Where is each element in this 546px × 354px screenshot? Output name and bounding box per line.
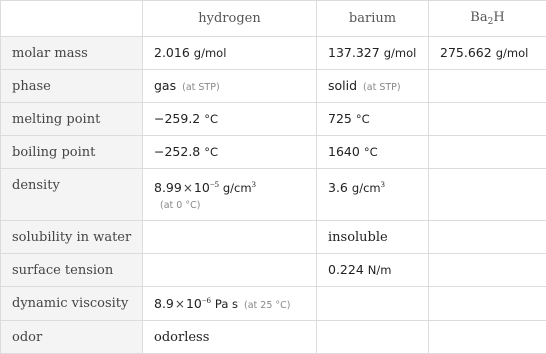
- cell-ba2h-viscosity: [429, 287, 546, 321]
- power-base: 10: [185, 295, 202, 311]
- column-header-hydrogen: hydrogen: [143, 1, 317, 37]
- value: 2.016: [154, 45, 190, 60]
- cell-ba2h-odor: [429, 321, 546, 354]
- value: 725: [328, 111, 352, 126]
- cell-barium-viscosity: [317, 287, 429, 321]
- unit: °C: [204, 112, 219, 126]
- unit-exponent: 3: [380, 179, 385, 189]
- cell-barium-phase: [317, 70, 429, 103]
- unit: g/mol: [193, 46, 227, 60]
- value: −259.2: [154, 111, 201, 126]
- value: −252.8: [154, 144, 201, 159]
- cell-hydrogen-solubility: [143, 221, 317, 254]
- column-header-ba2h: [429, 1, 546, 37]
- unit: °C: [363, 145, 378, 159]
- value: 0.224: [328, 262, 364, 277]
- value: odorless: [154, 330, 210, 345]
- row-label-density: density: [1, 169, 143, 221]
- cell-barium-solubility: [317, 221, 429, 254]
- mantissa: 8.9: [154, 295, 174, 311]
- row-label-odor: odor: [1, 321, 143, 354]
- corner-cell: [1, 1, 143, 37]
- cell-barium-molar-mass: [317, 37, 429, 70]
- unit: °C: [355, 112, 370, 126]
- mantissa: 8.99: [154, 179, 182, 195]
- ba2h-subscript: 2: [487, 17, 494, 27]
- row-label-viscosity: dynamic viscosity: [1, 287, 143, 321]
- ba2h-tail: H: [493, 10, 505, 25]
- row-label-surface-tension: surface tension: [1, 254, 143, 287]
- power-base: 10: [193, 179, 210, 195]
- unit: °C: [204, 145, 219, 159]
- cell-ba2h-molar-mass: [429, 37, 546, 70]
- unit: Pa s: [214, 296, 239, 311]
- table-row-solubility: [1, 221, 546, 254]
- unit-exponent: 3: [251, 178, 256, 189]
- unit: g/cm: [351, 181, 381, 195]
- cell-barium-melting-point: [317, 103, 429, 136]
- table-row-boiling-point: [1, 136, 546, 169]
- condition-note: (at STP): [182, 82, 220, 93]
- table-row-molar-mass: [1, 37, 546, 70]
- cell-ba2h-density: [429, 169, 546, 221]
- value: insoluble: [328, 230, 388, 245]
- value: 137.327: [328, 45, 380, 60]
- row-label-melting-point: melting point: [1, 103, 143, 136]
- cell-hydrogen-phase: [143, 70, 317, 103]
- exponent: −6: [201, 294, 211, 305]
- column-header-barium: barium: [317, 1, 429, 37]
- cell-ba2h-boiling-point: [429, 136, 546, 169]
- row-label-phase: phase: [1, 70, 143, 103]
- ba2h-base: Ba: [470, 10, 488, 25]
- table-row-viscosity: [1, 287, 546, 321]
- cell-ba2h-surface-tension: [429, 254, 546, 287]
- table-row-melting-point: [1, 103, 546, 136]
- cell-ba2h-melting-point: [429, 103, 546, 136]
- cell-barium-surface-tension: [317, 254, 429, 287]
- value: solid: [328, 78, 358, 93]
- table-row-surface-tension: [1, 254, 546, 287]
- row-label-boiling-point: boiling point: [1, 136, 143, 169]
- cell-ba2h-solubility: [429, 221, 546, 254]
- unit: g/cm: [222, 180, 252, 195]
- table-row-phase: [1, 70, 546, 103]
- condition-note: (at STP): [363, 82, 401, 93]
- cell-hydrogen-odor: [143, 321, 317, 354]
- cell-hydrogen-viscosity: [143, 287, 317, 321]
- unit: N/m: [367, 263, 392, 277]
- condition-note: (at 25 °C): [244, 299, 291, 311]
- cell-hydrogen-melting-point: [143, 103, 317, 136]
- cell-barium-odor: [317, 321, 429, 354]
- cell-hydrogen-boiling-point: [143, 136, 317, 169]
- row-label-solubility: solubility in water: [1, 221, 143, 254]
- value: gas: [154, 78, 177, 93]
- cell-barium-boiling-point: [317, 136, 429, 169]
- value: 275.662: [440, 45, 492, 60]
- times-sign: ×: [182, 180, 193, 195]
- cell-barium-density: [317, 169, 429, 221]
- table-row-density: [1, 169, 546, 221]
- cell-ba2h-phase: [429, 70, 546, 103]
- cell-hydrogen-molar-mass: [143, 37, 317, 70]
- unit: g/mol: [383, 46, 417, 60]
- unit: g/mol: [495, 46, 529, 60]
- condition-note: (at 0 °C): [160, 199, 201, 211]
- value: 1640: [328, 144, 360, 159]
- exponent: −5: [209, 178, 219, 189]
- cell-hydrogen-density: [143, 169, 317, 221]
- value: 3.6: [328, 180, 348, 195]
- times-sign: ×: [174, 296, 185, 311]
- header-row: [1, 1, 546, 37]
- cell-hydrogen-surface-tension: [143, 254, 317, 287]
- row-label-molar-mass: molar mass: [1, 37, 143, 70]
- table-row-odor: [1, 321, 546, 354]
